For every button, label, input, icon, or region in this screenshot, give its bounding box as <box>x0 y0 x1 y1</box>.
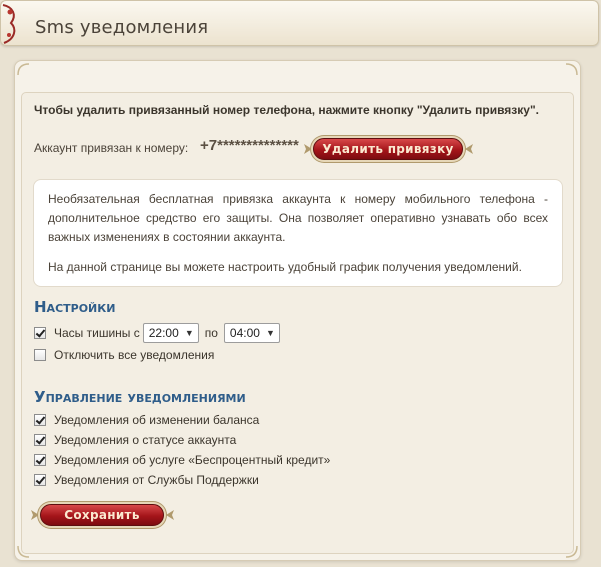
bound-number-label: Аккаунт привязан к номеру: <box>34 141 189 155</box>
ornament-icon <box>1 1 23 47</box>
info-paragraph: На данной странице вы можете настроить удобный график получения уведомлений. <box>48 260 522 274</box>
quiet-to-label: по <box>204 326 218 340</box>
disable-all-row <box>34 348 214 362</box>
disable-all-label: Отключить все уведомления <box>54 348 215 362</box>
support-notify-checkbox[interactable] <box>34 474 46 486</box>
page-header <box>0 0 599 46</box>
status-notify-checkbox[interactable] <box>34 434 46 446</box>
button-ornament-left-icon <box>29 508 39 522</box>
button-ornament-left-icon <box>302 142 312 156</box>
quiet-hours-row <box>34 323 280 343</box>
info-paragraph: Необязательная бесплатная привязка аккаунта к номеру мобильного телефона - дополнительное средство его защиты. Она позволяет оперативно узнавать обо всех важных изменениях в состоянии аккаунта. <box>48 192 548 244</box>
info-card <box>33 179 563 287</box>
button-ornament-right-icon <box>166 508 176 522</box>
dropdown-arrow-icon: ▼ <box>184 328 194 338</box>
notification-option-label: Уведомления от Службы Поддержки <box>54 473 259 487</box>
bound-phone-number: +7************** <box>200 137 299 154</box>
corner-ornament-icon <box>17 63 33 79</box>
notification-option-label: Уведомления об услуге «Беспроцентный кредит» <box>54 453 331 467</box>
corner-ornament-icon <box>562 63 578 79</box>
notification-option-row <box>34 473 259 487</box>
quiet-hours-label: Часы тишины с <box>54 326 140 340</box>
disable-all-checkbox[interactable] <box>34 349 46 361</box>
credit-notify-checkbox[interactable] <box>34 454 46 466</box>
settings-heading: Настройки <box>34 298 116 316</box>
balance-notify-checkbox[interactable] <box>34 414 46 426</box>
notification-option-label: Уведомления об изменении баланса <box>54 413 260 427</box>
quiet-from-select[interactable] <box>143 323 199 343</box>
quiet-hours-checkbox[interactable] <box>34 327 46 339</box>
page-title: Sms уведомления <box>35 17 209 38</box>
management-heading: Управление уведомлениями <box>34 388 246 406</box>
button-ornament-right-icon <box>465 142 475 156</box>
quiet-from-value: 22:00 <box>148 326 179 340</box>
quiet-to-select[interactable] <box>224 323 280 343</box>
save-button[interactable]: Сохранить <box>40 504 164 526</box>
unbind-notice: Чтобы удалить привязанный номер телефона, нажмите кнопку "Удалить привязку". <box>34 103 539 117</box>
dropdown-arrow-icon: ▼ <box>266 328 275 338</box>
notification-option-row <box>34 453 330 467</box>
quiet-to-value: 04:00 <box>229 326 260 340</box>
notification-option-label: Уведомления о статусе аккаунта <box>54 433 237 447</box>
notification-option-row <box>34 413 259 427</box>
unbind-button[interactable]: Удалить привязку <box>313 138 463 160</box>
notification-option-row <box>34 433 236 447</box>
